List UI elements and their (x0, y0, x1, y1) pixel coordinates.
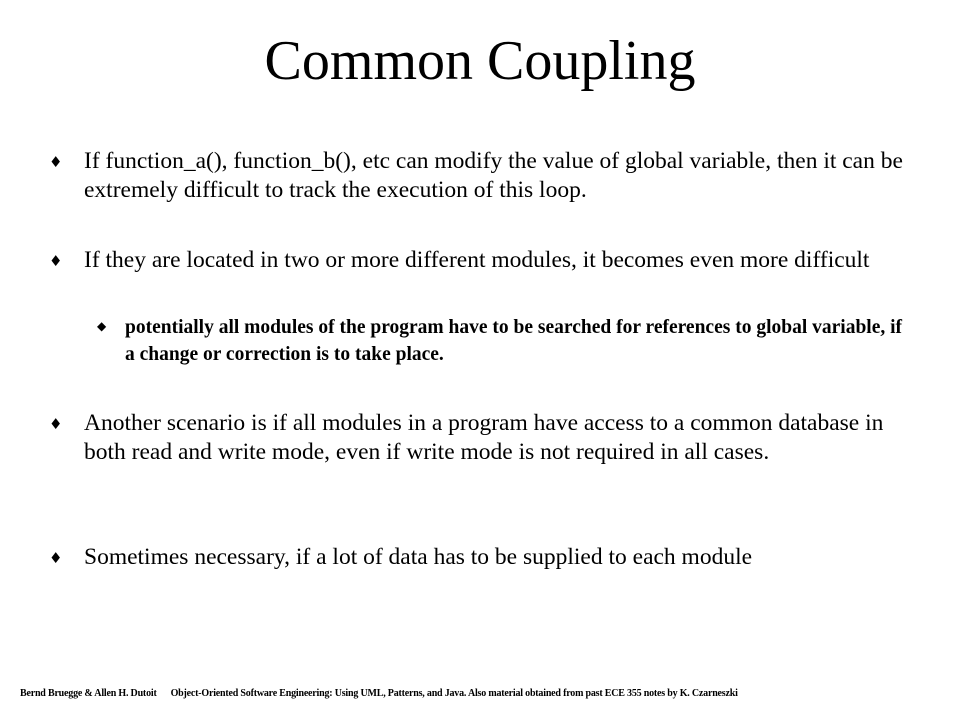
bullet-text: If they are located in two or more different modules, it becomes even more difficult (84, 247, 870, 273)
diamond-bullet-icon: ♦ (49, 415, 63, 433)
diamond-sub-bullet-icon: ◆ (97, 319, 107, 333)
slide-footer (20, 688, 738, 700)
diamond-bullet-icon: ♦ (49, 252, 63, 270)
sub-bullet-text: potentially all modules of the program have to be searched for references to global variable, if a change or correction is to take place. (125, 317, 903, 365)
diamond-bullet-icon: ♦ (49, 549, 63, 567)
diamond-bullet-icon: ♦ (49, 153, 63, 171)
slide-title: Common Coupling (264, 30, 696, 92)
bullet-text: Another scenario is if all modules in a program have access to a common database in both read and write mode, even if write mode is not required in all cases. (84, 410, 884, 465)
bullet-text: If function_a(), function_b(), etc can modify the value of global variable, then it can be extremely difficult to track the execution of this loop. (84, 148, 903, 203)
footer-course: Object-Oriented Software Engineering: Using UML, Patterns, and Java. Also material obtained from past ECE 355 notes by K. Czarneszki (170, 688, 738, 699)
footer-authors: Bernd Bruegge & Allen H. Dutoit (20, 688, 157, 699)
bullet-text: Sometimes necessary, if a lot of data has to be supplied to each module (84, 544, 753, 570)
